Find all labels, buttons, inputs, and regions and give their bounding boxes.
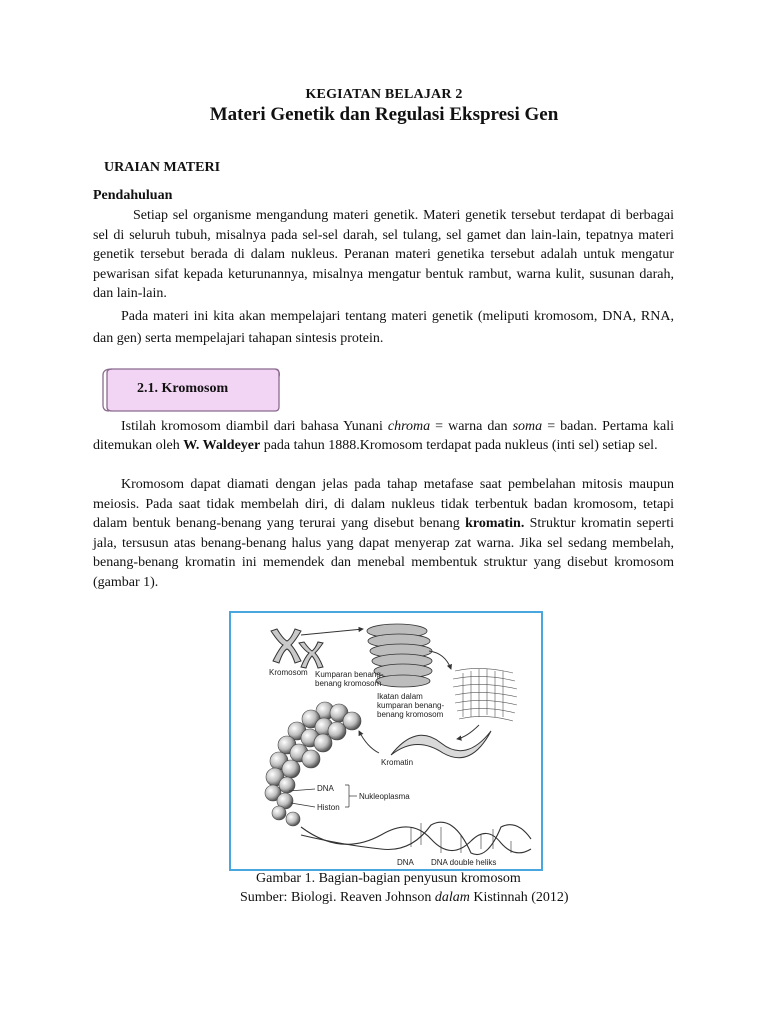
source-text-b: Kistinnah (2012) — [469, 890, 569, 905]
section-heading: URAIAN MATERI — [104, 160, 221, 175]
activity-title: KEGIATAN BELAJAR 2 — [305, 87, 463, 102]
intro-text: Setiap sel organisme mengandung materi genetik. Materi genetik tersebut terdapat di berbagai sel di seluruh tubuh, misalnya pada sel-sel darah, sel tulang, sel gamet dan lain-lain, tepatnya materi genetik tersebut berada di dalam nukleus. Peranan materi genetika tersebut adalah untuk mengatur pewarisan sifat kepada keturunannya, misalnya mengatur bentuk rambut, warna kulit, susunan darah, dan lain-lain. — [93, 208, 674, 301]
banner-label: 2.1. Kromosom — [137, 381, 229, 396]
term-chroma: chroma — [387, 419, 431, 434]
label-kromosom: Kromosom — [269, 668, 308, 677]
label-kumparan-1: Kumparan benang- — [315, 670, 384, 679]
kromosom-paragraph-1 — [93, 417, 674, 455]
subsection-banner — [99, 367, 281, 413]
dna-helix — [301, 822, 531, 854]
chromosome-icon — [271, 629, 323, 668]
p1-text-c: = badan. Pertama kali ditemukan oleh — [93, 419, 675, 453]
figure-source — [240, 890, 569, 906]
figure-caption: Gambar 1. Bagian-bagian penyusun kromosom — [256, 871, 521, 886]
label-dna: DNA — [317, 784, 334, 793]
label-double-helix: DNA double heliks — [431, 858, 497, 867]
p2-text-a: Kromosom dapat diamati dengan jelas pada tahap metafase saat pembelahan mitosis maupun meiosis. Pada saat tidak membelah diri, di dalam nukleus tidak terbentuk badan kromosom, tetapi dalam bentuk benang-benang yang terurai yang disebut benang — [93, 477, 674, 531]
kromosom-paragraph-2 — [93, 475, 674, 592]
label-kromatin: Kromatin — [381, 758, 414, 767]
p1-text-b: = warna dan — [430, 419, 513, 434]
label-dna-bottom: DNA — [397, 858, 414, 867]
nucleosome-beads — [265, 702, 361, 826]
intro-text-2: Pada materi ini kita akan mempelajari tentang materi genetik (meliputi kromosom, DNA, RNA, dan gen) serta mempelajari tahapan sintesis protein. — [93, 309, 674, 346]
chromatin-fiber — [391, 731, 491, 758]
label-ikatan-1: Ikatan dalam — [377, 692, 423, 701]
p1-text-a: Istilah kromosom diambil dari bahasa Yunani — [121, 419, 388, 434]
scientist-name: W. Waldeyer — [183, 438, 261, 453]
source-italic: dalam — [434, 890, 470, 905]
intro-heading: Pendahuluan — [93, 188, 173, 203]
label-ikatan-3: benang kromosom — [377, 710, 444, 719]
label-kumparan-2: benang kromosom — [315, 679, 382, 688]
p1-text-d: pada tahun 1888.Kromosom terdapat pada nukleus (inti sel) setiap sel. — [260, 438, 658, 453]
page-title: Materi Genetik dan Regulasi Ekspresi Gen — [209, 104, 559, 125]
intro-paragraph — [93, 206, 674, 304]
source-text-a: Sumber: Biologi. Reaven Johnson — [240, 890, 435, 905]
label-nukleoplasma: Nukleoplasma — [359, 792, 410, 801]
label-histon: Histon — [317, 803, 340, 812]
chromosome-figure — [229, 611, 543, 871]
term-soma: soma — [512, 419, 543, 434]
chromosome-diagram — [231, 613, 541, 869]
term-kromatin: kromatin. — [465, 516, 525, 531]
p2-text-b: Struktur kromatin seperti jala, tersusun atas benang-benang halus yang dapat menyerap zat warna. Jika sel sedang membelah, benang-benang kromatin ini memendek dan menebal membentuk struktur yang disebut kromosom (gambar 1). — [93, 516, 674, 590]
intro-paragraph-2 — [93, 306, 674, 350]
fiber-bundle — [453, 668, 517, 721]
label-ikatan-2: kumparan benang- — [377, 701, 445, 710]
